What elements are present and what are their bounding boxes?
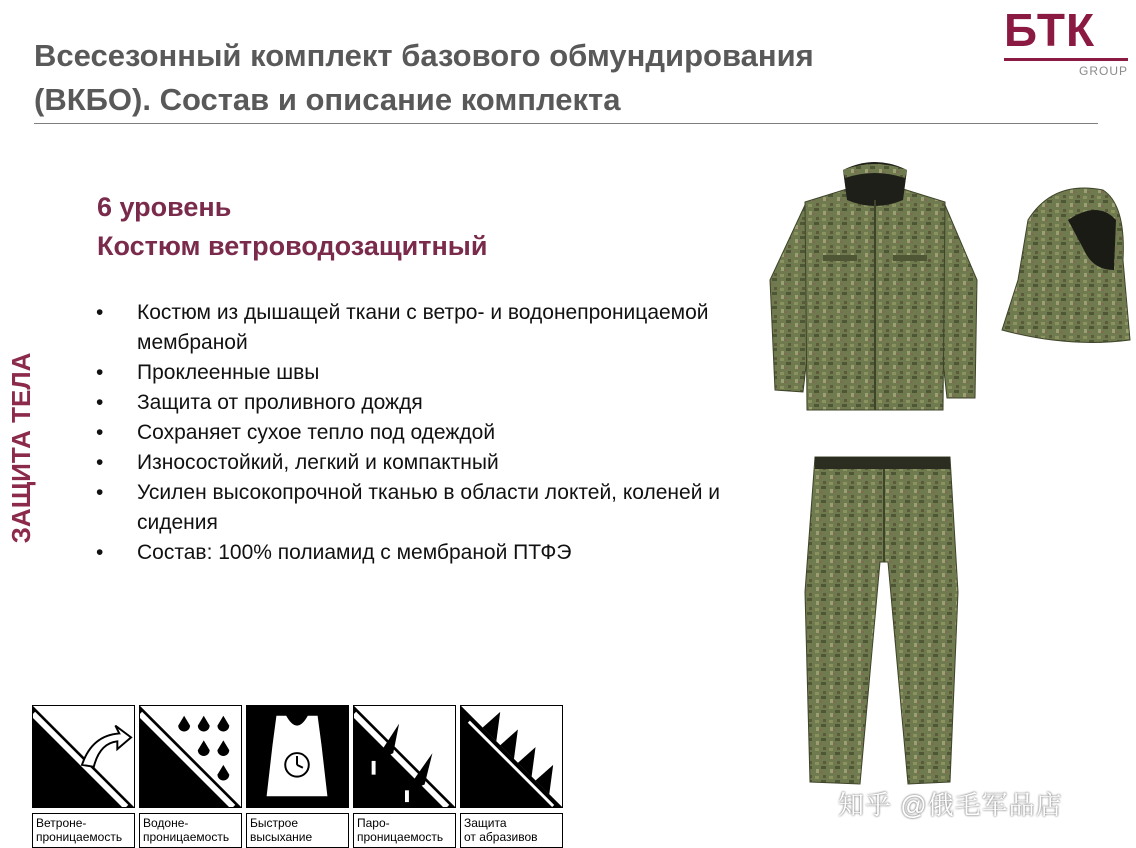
feature-item: • Сохраняет сухое тепло под одеждой [96, 418, 736, 448]
level-heading [97, 188, 487, 266]
level-number: 6 уровень [97, 192, 232, 222]
wind-arrow-icon [32, 705, 135, 808]
vapor-arrows-icon [353, 705, 456, 808]
title-line-1: Всесезонный комплект базового обмундирования [34, 38, 814, 73]
property-breathable [353, 705, 456, 848]
feature-item: • Костюм из дышащей ткани с ветро- и водонепроницаемой мембраной [96, 298, 736, 358]
property-abrasion [460, 705, 563, 848]
property-icons [32, 705, 562, 848]
watermark: 知乎 @俄毛军品店 [838, 790, 1063, 820]
btk-logo [1004, 2, 1128, 78]
logo-text: БТК [1004, 4, 1096, 56]
property-windproof [32, 705, 135, 848]
feature-item: • Защита от проливного дождя [96, 388, 736, 418]
property-waterproof [139, 705, 242, 848]
property-label: Защита от абразивов [460, 813, 563, 848]
property-quick-dry [246, 705, 349, 848]
property-label: Быстрое высыхание [246, 813, 349, 848]
hood-photo [998, 180, 1132, 350]
property-label: Паро- проницаемость [353, 813, 456, 848]
property-label: Ветроне- проницаемость [32, 813, 135, 848]
feature-item: • Усилен высокопрочной тканью в области локтей, коленей и сидения [96, 478, 736, 538]
property-label: Водоне- проницаемость [139, 813, 242, 848]
feature-item: • Состав: 100% полиамид с мембраной ПТФЭ [96, 538, 736, 568]
feature-item: • Проклеенные швы [96, 358, 736, 388]
side-section-label: ЗАЩИТА ТЕЛА [6, 352, 36, 544]
page-title [34, 34, 974, 122]
feature-list [96, 298, 736, 568]
title-divider [34, 123, 1098, 124]
trousers-photo [800, 452, 970, 792]
shirt-clock-icon [246, 705, 349, 808]
raindrops-icon [139, 705, 242, 808]
feature-item: • Износостойкий, легкий и компактный [96, 448, 736, 478]
product-name: Костюм ветроводозащитный [97, 231, 488, 261]
logo-bar [1004, 58, 1128, 61]
title-line-2: (ВКБО). Состав и описание комплекта [34, 82, 621, 117]
logo-subtext: GROUP [1078, 64, 1128, 78]
abrasion-teeth-icon [460, 705, 563, 808]
jacket-photo [765, 160, 985, 418]
